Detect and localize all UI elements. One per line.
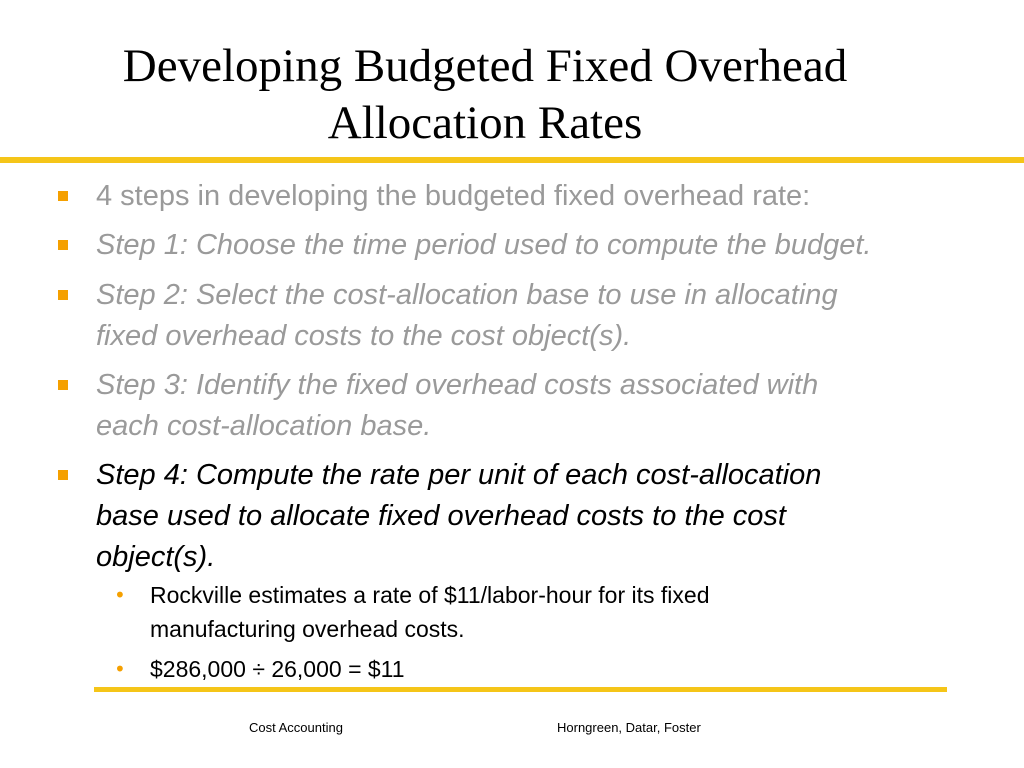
square-bullet-icon (58, 380, 68, 390)
bottom-divider (94, 687, 947, 692)
footer-authors: Horngreen, Datar, Foster (557, 720, 701, 735)
square-bullet-icon (58, 240, 68, 250)
square-bullet-icon (58, 290, 68, 300)
sub-bullet-calculation: $286,000 ÷ 26,000 = $11 (150, 656, 405, 682)
round-bullet-icon: • (114, 583, 126, 607)
bullet-step-2: Step 2: Select the cost-allocation base to use in allocating fixed overhead costs to the cost object(s). (96, 279, 838, 352)
sub-bullet-rate-estimate: Rockville estimates a rate of $11/labor-hour for its fixed manufacturing overhead costs. (150, 582, 710, 642)
bullet-step-4: Step 4: Compute the rate per unit of each cost-allocation base used to allocate fixed overhead costs to the cost object(s). (96, 459, 822, 573)
bullet-step-3: Step 3: Identify the fixed overhead costs associated with each cost-allocation base. (96, 369, 819, 442)
bullet-intro: 4 steps in developing the budgeted fixed overhead rate: (96, 180, 811, 212)
bullet-step-1: Step 1: Choose the time period used to compute the budget. (96, 229, 872, 261)
slide-title-line-2: Allocation Rates (327, 97, 643, 149)
round-bullet-icon: • (114, 657, 126, 681)
slide-title-line-1: Developing Budgeted Fixed Overhead (122, 40, 848, 92)
footer-course: Cost Accounting (249, 720, 343, 735)
square-bullet-icon (58, 470, 68, 480)
square-bullet-icon (58, 191, 68, 201)
